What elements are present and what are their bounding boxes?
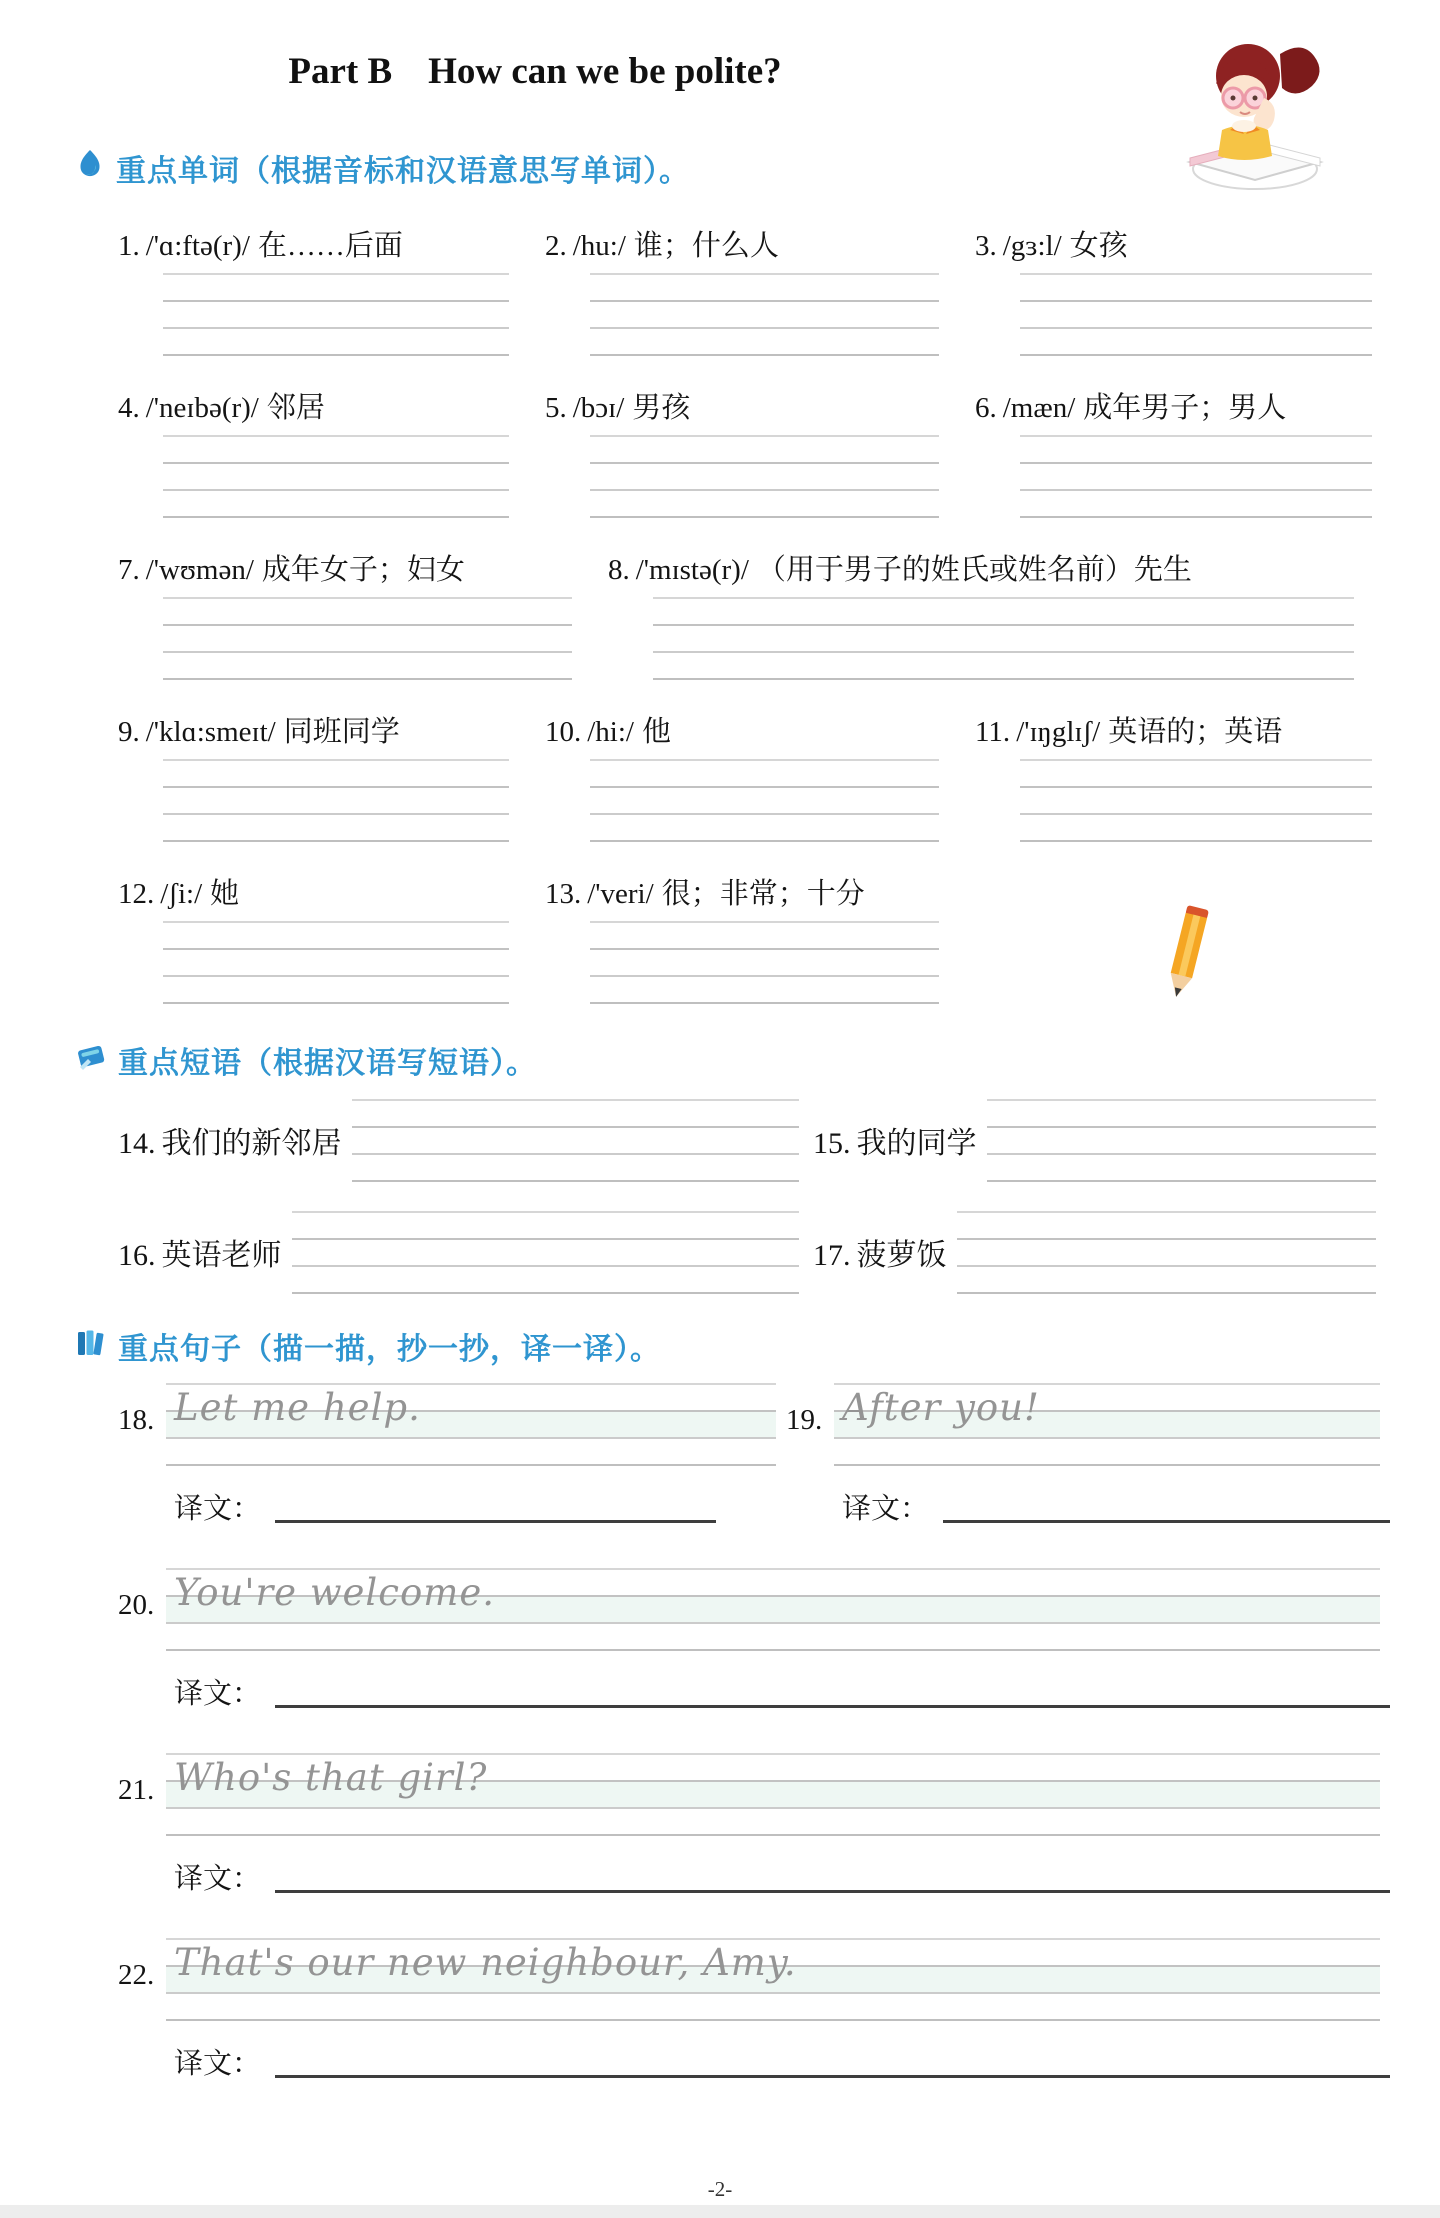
grid-line <box>653 651 1354 653</box>
grid-line <box>590 813 939 815</box>
word-number: 6. <box>975 392 997 424</box>
grid-line <box>987 1180 1377 1182</box>
writing-grid <box>653 596 1354 680</box>
grid-line <box>292 1265 800 1267</box>
translation-label: 译文： <box>174 2048 262 2080</box>
translation-label: 译文： <box>842 1493 930 1525</box>
girl-reading-illustration <box>1160 34 1335 204</box>
grid-line <box>590 786 939 788</box>
word-number: 9. <box>118 716 140 748</box>
section-title: 重点单词（根据音标和汉语意思写单词）。 <box>116 155 690 188</box>
grid-line <box>590 327 939 329</box>
writing-grid <box>1020 758 1372 842</box>
grid-line <box>163 354 509 356</box>
grid-line <box>163 273 509 275</box>
word-meaning: 成年女子；妇女 <box>261 554 465 586</box>
grid-line <box>834 1464 1380 1466</box>
sentence-item-19 <box>786 1382 1390 1531</box>
phrase-number: 14. <box>118 1127 156 1160</box>
word-item-12 <box>118 876 545 1004</box>
grid-line <box>163 516 509 518</box>
word-meaning: （用于男子的姓氏或姓名前）先生 <box>756 554 1192 586</box>
writing-grid <box>590 272 939 356</box>
word-meaning: 邻居 <box>266 392 325 424</box>
writing-grid <box>590 434 939 518</box>
translation-blank-line <box>275 2075 1390 2078</box>
grid-line <box>292 1211 800 1213</box>
grid-line <box>1020 300 1372 302</box>
grid-line <box>1020 813 1372 815</box>
grid-line <box>1020 516 1372 518</box>
word-row-3 <box>118 552 1390 680</box>
grid-line <box>163 840 509 842</box>
grid-line <box>987 1099 1377 1101</box>
writing-grid <box>292 1210 800 1294</box>
grid-line <box>163 678 572 680</box>
grid-line <box>590 516 939 518</box>
tracing-sentence: You're welcome. <box>174 1571 495 1614</box>
grid-line <box>590 300 939 302</box>
grid-line <box>352 1099 800 1101</box>
grid-line <box>590 354 939 356</box>
word-meaning: 很；非常；十分 <box>661 878 865 910</box>
grid-line <box>1020 786 1372 788</box>
phrase-chinese: 我们的新邻居 <box>161 1127 342 1160</box>
grid-line <box>590 921 939 923</box>
phrase-item-14 <box>118 1098 813 1182</box>
tracing-grid <box>166 1937 1380 2021</box>
grid-line <box>834 1383 1380 1385</box>
grid-line <box>166 1464 776 1466</box>
grid-line <box>590 273 939 275</box>
phrase-chinese: 我的同学 <box>856 1127 977 1160</box>
phrase-chinese: 英语老师 <box>161 1239 282 1272</box>
grid-line <box>957 1265 1377 1267</box>
grid-line <box>292 1238 800 1240</box>
grid-line <box>163 435 509 437</box>
word-item-7 <box>118 552 608 680</box>
word-item-11 <box>975 714 1390 842</box>
books-icon <box>74 1326 108 1366</box>
sentence-item-22 <box>118 1937 1390 2086</box>
tracing-grid <box>166 1752 1380 1836</box>
phrase-row-1 <box>118 1098 1390 1182</box>
word-phonetic: /'mɪstə(r)/ <box>635 554 749 586</box>
grid-line <box>1020 273 1372 275</box>
word-number: 8. <box>608 554 630 586</box>
grid-line <box>166 1437 776 1439</box>
sentence-number: 19. <box>786 1404 823 1436</box>
grid-line <box>166 1938 1380 1940</box>
word-item-3 <box>975 228 1390 356</box>
section-header-sentences <box>74 1324 1390 1368</box>
grid-line <box>1020 759 1372 761</box>
grid-line <box>1020 327 1372 329</box>
sentence-item-21 <box>118 1752 1390 1901</box>
word-phonetic: /'klɑ:smeɪt/ <box>145 716 276 748</box>
word-number: 4. <box>118 392 140 424</box>
word-meaning: 他 <box>641 716 671 748</box>
word-item-6 <box>975 390 1390 518</box>
scan-edge-strip <box>0 2205 1440 2218</box>
grid-line <box>590 948 939 950</box>
grid-line <box>292 1292 800 1294</box>
word-item-9 <box>118 714 545 842</box>
word-item-10 <box>545 714 975 842</box>
grid-line <box>352 1180 800 1182</box>
grid-line <box>1020 435 1372 437</box>
phrase-chinese: 菠萝饭 <box>856 1239 947 1272</box>
grid-line <box>352 1126 800 1128</box>
word-phonetic: /'ɪŋglɪʃ/ <box>1016 716 1101 748</box>
tracing-sentence: That's our new neighbour, Amy. <box>174 1941 797 1984</box>
grid-line <box>957 1238 1377 1240</box>
word-item-1 <box>118 228 545 356</box>
word-meaning: 她 <box>210 878 240 910</box>
word-row-4 <box>118 714 1390 842</box>
grid-line <box>590 759 939 761</box>
section-title: 重点短语（根据汉语写短语）。 <box>118 1047 537 1080</box>
grid-line <box>653 678 1354 680</box>
word-item-2 <box>545 228 975 356</box>
grid-line <box>1020 462 1372 464</box>
grid-line <box>163 975 509 977</box>
writing-grid <box>163 596 572 680</box>
grid-line <box>163 813 509 815</box>
page-title <box>0 50 1070 93</box>
word-meaning: 在……后面 <box>257 230 403 262</box>
sentence-item-20 <box>118 1567 1390 1716</box>
word-meaning: 男孩 <box>632 392 691 424</box>
writing-grid <box>590 758 939 842</box>
grid-line <box>163 624 572 626</box>
sentence-number: 18. <box>118 1404 155 1436</box>
grid-line <box>163 462 509 464</box>
grid-line <box>163 327 509 329</box>
grid-line <box>834 1437 1380 1439</box>
notebook-pen-icon <box>74 1041 108 1079</box>
grid-line <box>1020 354 1372 356</box>
translation-row <box>174 1491 786 1531</box>
page-title-part: Part B <box>288 51 393 92</box>
grid-line <box>163 786 509 788</box>
word-phonetic: /hu:/ <box>572 230 626 262</box>
grid-line <box>590 840 939 842</box>
translation-label: 译文： <box>174 1678 262 1710</box>
translation-blank-line <box>275 1705 1390 1708</box>
grid-line <box>653 597 1354 599</box>
grid-line <box>352 1153 800 1155</box>
grid-line <box>590 489 939 491</box>
grid-line <box>163 651 572 653</box>
word-phonetic: /gɜ:l/ <box>1002 230 1062 262</box>
grid-line <box>957 1292 1377 1294</box>
word-meaning: 同班同学 <box>283 716 400 748</box>
word-phonetic: /'ɑ:ftə(r)/ <box>145 230 250 262</box>
word-number: 5. <box>545 392 567 424</box>
word-phonetic: /hi:/ <box>587 716 634 748</box>
grid-line <box>163 1002 509 1004</box>
writing-grid <box>352 1098 800 1182</box>
word-row-1 <box>118 228 1390 356</box>
writing-grid <box>1020 434 1372 518</box>
page-number: -2- <box>707 2177 733 2201</box>
grid-line <box>987 1153 1377 1155</box>
grid-line <box>957 1211 1377 1213</box>
pen-drop-icon <box>74 148 106 188</box>
grid-line <box>653 624 1354 626</box>
section-title: 重点句子（描一描，抄一抄，译一译）。 <box>118 1333 661 1366</box>
word-row-2 <box>118 390 1390 518</box>
section-header-phrases <box>74 1038 1390 1082</box>
grid-line <box>163 948 509 950</box>
tracing-grid <box>834 1382 1380 1466</box>
grid-line <box>163 597 572 599</box>
writing-grid <box>163 920 509 1004</box>
grid-line <box>987 1126 1377 1128</box>
writing-grid <box>957 1210 1377 1294</box>
word-item-13 <box>545 876 975 1004</box>
word-phonetic: /bɔɪ/ <box>572 392 625 424</box>
word-phonetic: /'wʊmən/ <box>145 554 254 586</box>
writing-grid <box>163 434 509 518</box>
phrase-item-15 <box>813 1098 1390 1182</box>
grid-line <box>1020 840 1372 842</box>
grid-line <box>166 1807 1380 1809</box>
phrase-row-2 <box>118 1210 1390 1294</box>
sentence-item-18 <box>118 1382 786 1531</box>
word-item-4 <box>118 390 545 518</box>
phrase-number: 15. <box>813 1127 851 1160</box>
sentence-number: 21. <box>118 1774 155 1806</box>
phrase-number: 17. <box>813 1239 851 1272</box>
phrase-item-17 <box>813 1210 1390 1294</box>
writing-grid <box>590 920 939 1004</box>
sentence-number: 20. <box>118 1589 155 1621</box>
phrase-item-16 <box>118 1210 813 1294</box>
word-number: 10. <box>545 716 582 748</box>
grid-line <box>163 300 509 302</box>
word-meaning: 女孩 <box>1069 230 1128 262</box>
word-phonetic: /'neɪbə(r)/ <box>145 392 259 424</box>
translation-blank-line <box>275 1520 716 1523</box>
writing-grid <box>1020 272 1372 356</box>
grid-line <box>590 1002 939 1004</box>
translation-blank-line <box>275 1890 1390 1893</box>
grid-line <box>163 759 509 761</box>
tracing-sentence: After you! <box>842 1386 1040 1429</box>
grid-line <box>1020 489 1372 491</box>
word-meaning: 谁；什么人 <box>633 230 779 262</box>
grid-line <box>166 1992 1380 1994</box>
word-item-8 <box>608 552 1390 680</box>
sentence-number: 22. <box>118 1959 155 1991</box>
grid-line <box>163 489 509 491</box>
tracing-grid <box>166 1567 1380 1651</box>
word-item-5 <box>545 390 975 518</box>
word-phonetic: /mæn/ <box>1002 392 1076 424</box>
translation-label: 译文： <box>174 1863 262 1895</box>
word-meaning: 英语的；英语 <box>1108 716 1283 748</box>
grid-line <box>166 1383 776 1385</box>
phrase-number: 16. <box>118 1239 156 1272</box>
pencil-illustration <box>1146 898 1226 1013</box>
tracing-grid <box>166 1382 776 1466</box>
translation-row <box>174 1861 1390 1901</box>
grid-line <box>166 1568 1380 1570</box>
grid-line <box>166 2019 1380 2021</box>
translation-label: 译文： <box>174 1493 262 1525</box>
translation-row <box>174 1676 1390 1716</box>
grid-line <box>166 1834 1380 1836</box>
grid-line <box>163 921 509 923</box>
sentence-row-18-19 <box>118 1382 1390 1531</box>
translation-row <box>174 2046 1390 2086</box>
writing-grid <box>163 758 509 842</box>
grid-line <box>590 462 939 464</box>
grid-line <box>166 1622 1380 1624</box>
grid-line <box>166 1649 1380 1651</box>
grid-line <box>590 975 939 977</box>
word-number: 2. <box>545 230 567 262</box>
word-phonetic: /ʃi:/ <box>160 878 203 910</box>
word-number: 13. <box>545 878 582 910</box>
translation-blank-line <box>943 1520 1390 1523</box>
grid-line <box>590 435 939 437</box>
writing-grid <box>163 272 509 356</box>
tracing-sentence: Who's that girl? <box>174 1756 488 1799</box>
grid-line <box>166 1753 1380 1755</box>
tracing-sentence: Let me help. <box>174 1386 421 1429</box>
word-number: 11. <box>975 716 1011 748</box>
page-title-main: How can we be polite? <box>428 51 782 92</box>
translation-row <box>842 1491 1390 1531</box>
word-number: 3. <box>975 230 997 262</box>
word-meaning: 成年男子；男人 <box>1083 392 1287 424</box>
word-number: 1. <box>118 230 140 262</box>
word-phonetic: /'veri/ <box>587 878 654 910</box>
writing-grid <box>987 1098 1377 1182</box>
word-number: 7. <box>118 554 140 586</box>
word-number: 12. <box>118 878 155 910</box>
